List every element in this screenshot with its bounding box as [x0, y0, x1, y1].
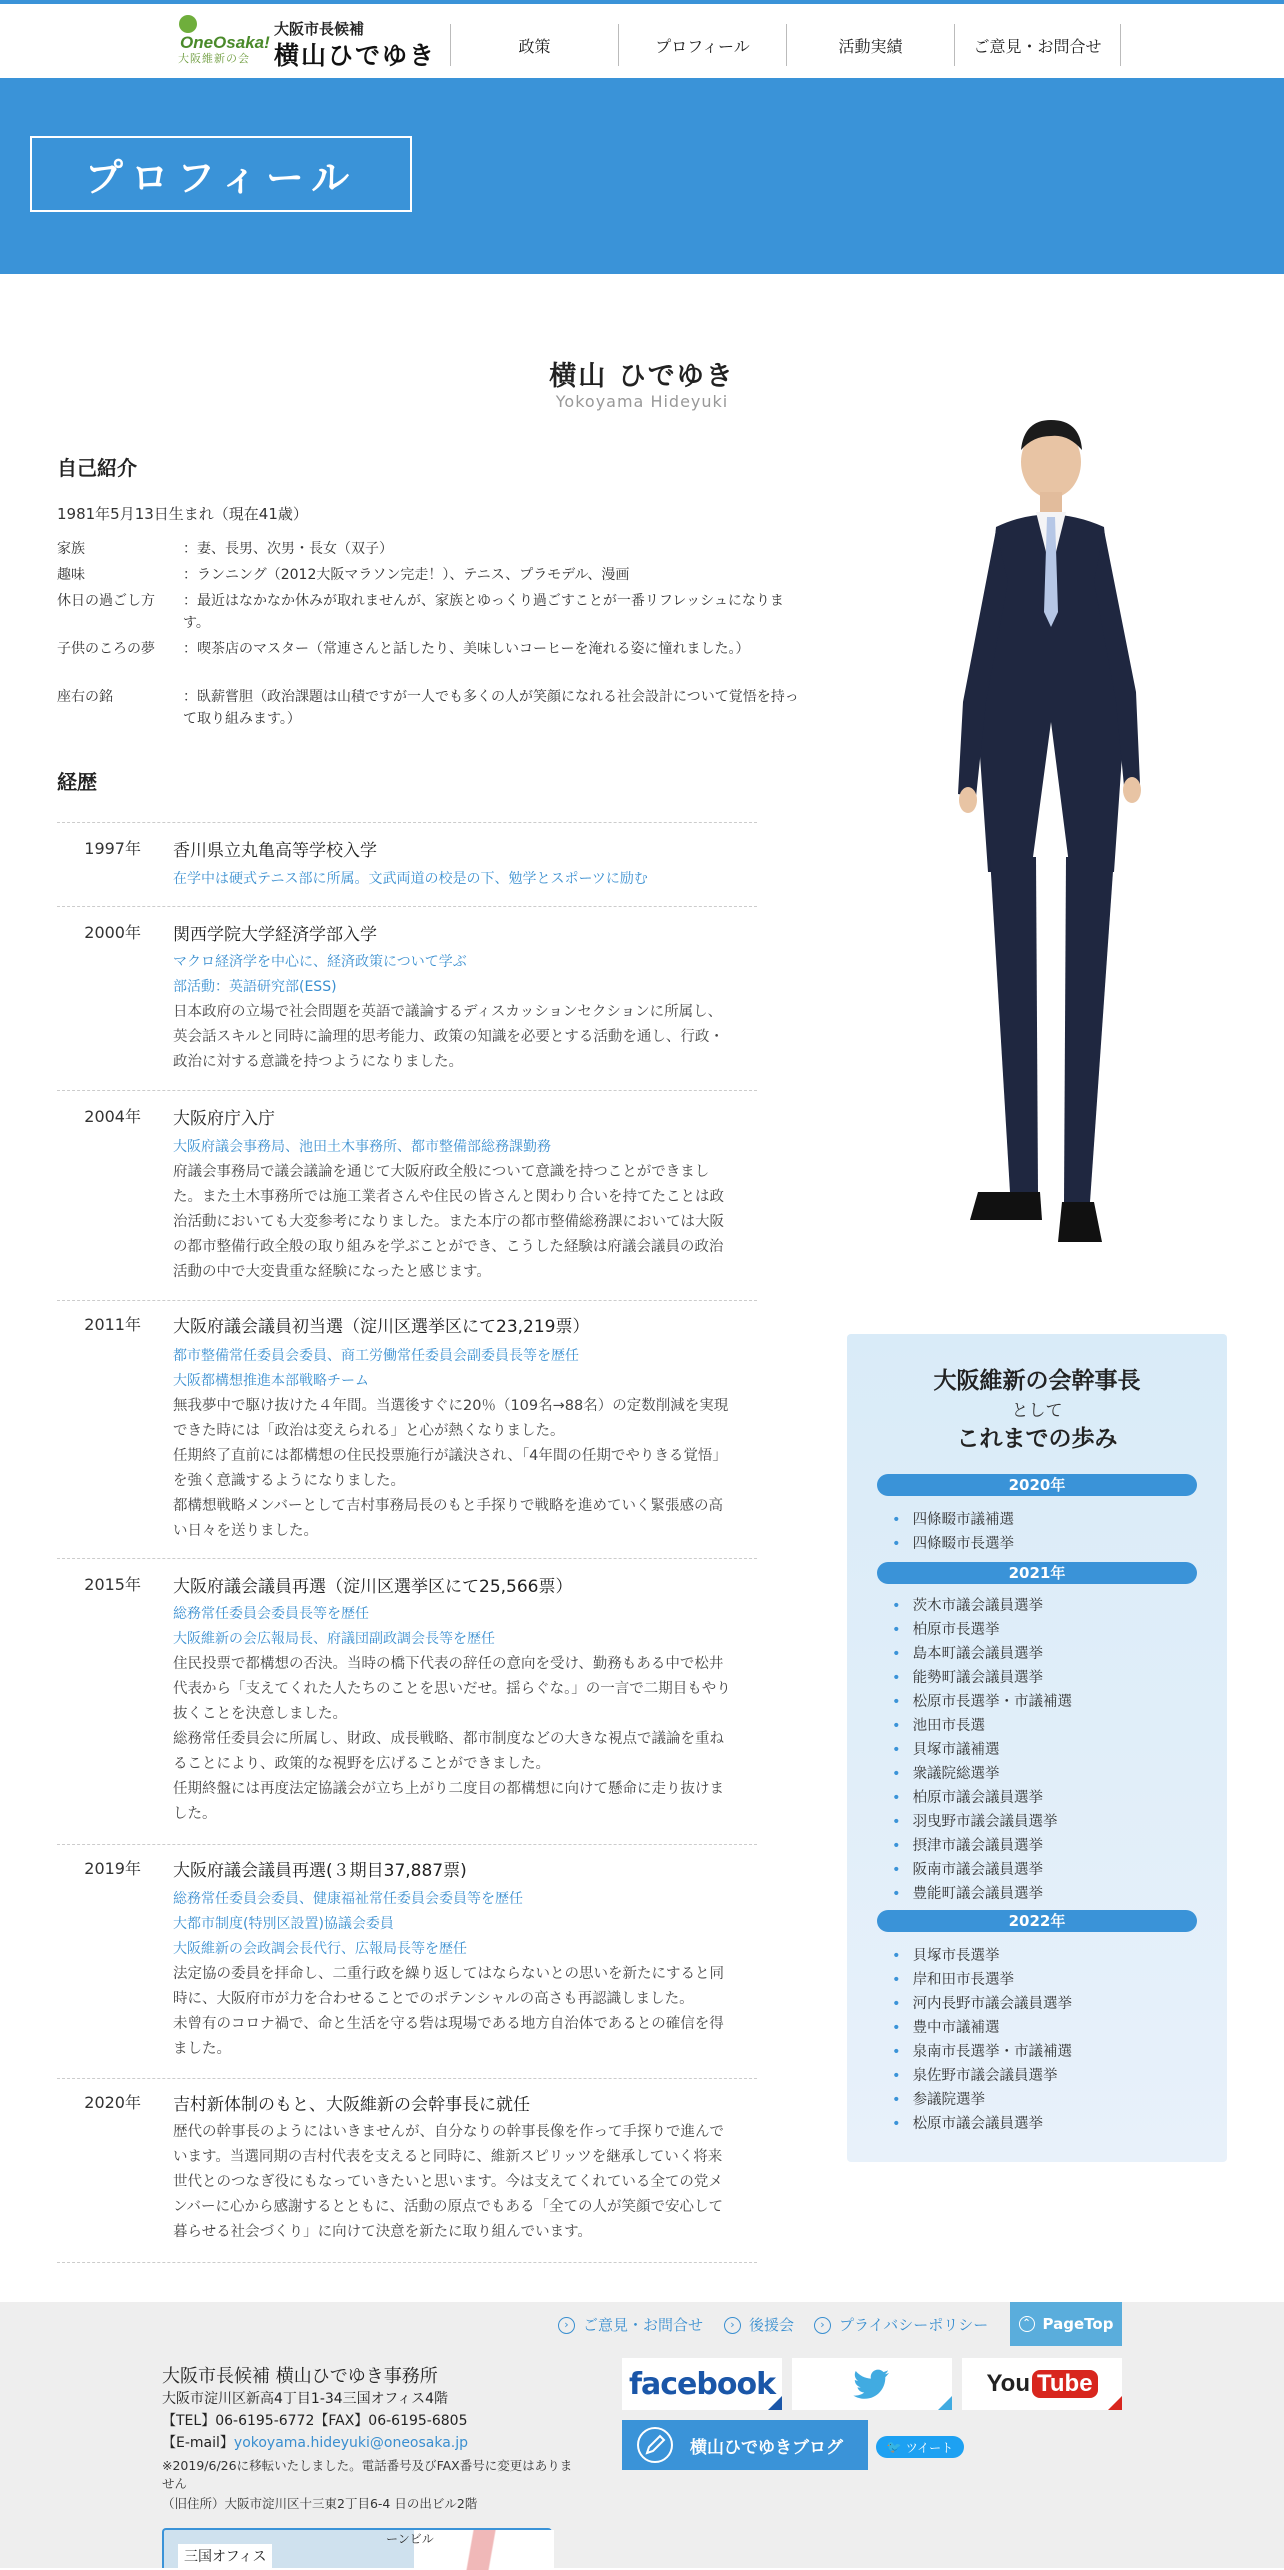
move-note-2: せん [162, 2476, 188, 2491]
election-item: • 泉佐野市議会議員選挙 [892, 2064, 1058, 2085]
blog-label: 横山ひでゆきブログ [690, 2437, 843, 2458]
career-highlight: 大都市制度(特別区設置)協議会委員 [173, 1916, 394, 1932]
election-item: • 貝塚市議補選 [892, 1738, 1000, 1759]
divider [57, 1558, 757, 1559]
election-item: • 岸和田市長選挙 [892, 1968, 1014, 1989]
career-title: 吉村新体制のもと、大阪維新の会幹事長に就任 [173, 2095, 530, 2115]
youtube-button[interactable] [962, 2358, 1122, 2410]
divider [57, 906, 757, 907]
profile-value: ：臥薪嘗胆（政治課題は山積ですが一人でも多くの人が笑顔になれる社会設計について覚悟を持って取り組みます。） [183, 689, 799, 727]
pagetop-label: PageTop [1042, 2315, 1114, 2333]
twitter-button[interactable] [792, 2358, 952, 2410]
career-year: 2015年 [84, 1575, 141, 1594]
career-year: 1997年 [84, 839, 141, 858]
year-pill: 2020年 [877, 1474, 1197, 1496]
map-nearby-label: ーンビル [386, 2532, 434, 2546]
profile-key: 座右の銘 [57, 689, 113, 705]
election-item: • 四條畷市議補選 [892, 1508, 1014, 1529]
office-map[interactable] [162, 2528, 552, 2568]
profile-value: ：妻、長男、次男・長女（双子） [183, 541, 393, 557]
career-year: 2004年 [84, 1107, 141, 1126]
career-title: 大阪府議会議員再選(３期目37,887票) [173, 1861, 467, 1881]
corner-mark [768, 2396, 782, 2410]
email-label: 【E-mail】 [162, 2435, 234, 2451]
blog-button[interactable] [622, 2420, 868, 2470]
career-description: 歴代の幹事長のようにはいきませんが、自分なりの幹事長像を作って手探りで進んでいます。当選同期の吉村代表を支えると同時に、維新スピリッツを継承していく将来世代とのつなぎ役にもなっていきたいと思います。今は支えてくれている全ての党メンバーに心から感謝するとともに、活動の原点でもある「全ての人が笑顔で安心して暮らせる社会づくり」に向けて決意を新たに取り組んでいます。 [173, 2124, 724, 2240]
election-item: • 松原市長選挙・市議補選 [892, 1690, 1072, 1711]
divider [57, 1090, 757, 1091]
career-highlight: 大阪維新の会広報局長、府議団副政調会長等を歴任 [173, 1631, 495, 1647]
candidate-photo [918, 402, 1168, 1262]
election-item: • 摂津市議会議員選挙 [892, 1834, 1043, 1855]
chevron-right-icon: › [558, 2317, 575, 2334]
career-title: 香川県立丸亀高等学校入学 [173, 841, 377, 861]
election-item: • 島本町議会議員選挙 [892, 1642, 1043, 1663]
career-description: 住民投票で都構想の否決。当時の橋下代表の辞任の意向を受け、勤務もある中で松井代表から「支えてくれた人たちのことを思いだせ。揺らぐな。」の一言で二期目もやり抜くことを決意しました。 総務常任委員会に所属し、財政、成長戦略、都市制度などの大きな視点で議論を重ねることにより、政策的な視野を広げることができました。 任期終盤には再度法定協議会が立ち上がり二度目の都構想に向けて懸命に走り抜けました。 [173, 1656, 731, 1822]
career-title: 大阪府議会議員再選（淀川区選挙区にて25,566票） [173, 1577, 573, 1597]
career-title: 大阪府議会議員初当選（淀川区選挙区にて23,219票） [173, 1317, 590, 1337]
chevron-right-icon: › [814, 2317, 831, 2334]
divider [57, 2262, 757, 2263]
tweet-label: ツイート [905, 2440, 954, 2455]
election-item: • 池田市長選 [892, 1714, 985, 1735]
top-accent-line [0, 0, 1284, 4]
email-link[interactable]: yokoyama.hideyuki@oneosaka.jp [233, 2435, 469, 2451]
candidate-name: 横山ひでゆき [274, 41, 437, 70]
career-highlight: 総務常任委員会委員長等を歴任 [173, 1606, 369, 1622]
office-name: 大阪市長候補 横山ひでゆき事務所 [162, 2366, 438, 2387]
office-phone: 【TEL】06-6195-6772【FAX】06-6195-6805 [162, 2413, 468, 2429]
election-item: • 豊中市議補選 [892, 2016, 1000, 2037]
twitter-bird-icon [854, 2369, 890, 2399]
logo-subtitle: 大阪維新の会 [178, 52, 250, 65]
career-description: 日本政府の立場で社会問題を英語で議論するディスカッションセクションに所属し、英会話スキルと同時に論理的思考能力、政策の知識を必要とする活動を通し、行政・政治に対する意識を持つようになりました。 [173, 1004, 724, 1070]
profile-key: 趣味 [57, 567, 85, 583]
career-description: 府議会事務局で議会議論を通じて大阪府政全般について意識を持つことができました。また土木事務所では施工業者さんや住民の皆さんと関わり合いを持てたことは政治活動においても大変参考になりました。また本庁の都市整備総務課においては大阪の都市整備行政全般の取り組みを学ぶことができ、こうした経験は府議会議員の政治活動の中で大変貴重な経験になったと感じます。 [173, 1164, 724, 1280]
person-name-romaji: Yokoyama Hideyuki [555, 392, 729, 411]
career-highlight: 部活動：英語研究部(ESS) [173, 979, 337, 995]
office-email-row [162, 2432, 468, 2452]
chevron-up-icon: ⌃ [1019, 2316, 1035, 2332]
career-highlight: 大阪都構想推進本部戦略チーム [173, 1373, 369, 1389]
tweet-button[interactable] [876, 2436, 964, 2458]
footer-link-privacy[interactable] [814, 2314, 988, 2335]
youtube-logo-tube: Tube [1032, 2370, 1098, 2398]
map-road [414, 2530, 554, 2570]
footer-link-label: ご意見・お問合せ [583, 2316, 704, 2334]
career-highlight: 大阪維新の会政調会長代行、広報局長等を歴任 [173, 1941, 467, 1957]
panel-subtitle: として [1011, 1401, 1063, 1421]
year-pill: 2022年 [877, 1910, 1197, 1932]
panel-title: 大阪維新の会幹事長 [933, 1368, 1141, 1394]
career-title: 大阪府庁入庁 [173, 1109, 275, 1129]
election-item: • 豊能町議会議員選挙 [892, 1882, 1043, 1903]
election-item: • 茨木市議会議員選挙 [892, 1594, 1043, 1615]
election-item: • 能勢町議会議員選挙 [892, 1666, 1043, 1687]
career-description: 無我夢中で駆け抜けた４年間。当選後すぐに20％（109名→88名）の定数削減を実現できた時には「政治は変えられる」と心が熱くなりました。 任期終了直前には都構想の住民投票施行が議決され、「4年間の任期でやりきる覚悟」を強く意識するようになりました。 都構想戦略メンバーとして吉村事務局長のもと手探りで戦略を進めていく緊張感の高い日々を送りました。 [173, 1398, 729, 1539]
career-highlight: 都市整備常任委員会委員、商工労働常任委員会副委員長等を歴任 [173, 1348, 579, 1364]
office-address: 大阪市淀川区新高4丁目1-34三国オフィス4階 [162, 2391, 449, 2407]
election-item: • 柏原市議会議員選挙 [892, 1786, 1043, 1807]
nav-activities[interactable]: 活動実績 [786, 24, 954, 66]
old-address: （旧住所）大阪市淀川区十三東2丁目6-4 日の出ビル2階 [162, 2496, 478, 2511]
career-highlight: 大阪府議会事務局、池田土木事務所、都市整備部総務課勤務 [173, 1139, 551, 1155]
pagetop-button[interactable] [1010, 2302, 1122, 2346]
pencil-icon [636, 2426, 680, 2464]
election-item: • 羽曳野市議会議員選挙 [892, 1810, 1058, 1831]
election-item: • 参議院選挙 [892, 2088, 985, 2109]
election-item: • 貝塚市長選挙 [892, 1944, 1000, 1965]
year-pill: 2021年 [877, 1562, 1197, 1584]
profile-key: 家族 [57, 541, 85, 557]
footer-link-label: プライバシーポリシー [839, 2316, 989, 2334]
divider [57, 2078, 757, 2079]
nav-policy[interactable]: 政策 [450, 24, 618, 66]
election-item: • 阪南市議会議員選挙 [892, 1858, 1043, 1879]
election-item: • 四條畷市長選挙 [892, 1532, 1014, 1553]
career-highlight: 在学中は硬式テニス部に所属。文武両道の校是の下、勉学とスポーツに励む [173, 871, 648, 887]
election-item: • 河内長野市議会議員選挙 [892, 1992, 1072, 2013]
election-item: • 松原市議会議員選挙 [892, 2112, 1043, 2133]
election-item: • 泉南市長選挙・市議補選 [892, 2040, 1072, 2061]
divider [57, 822, 757, 823]
move-note: ※2019/6/26に移転いたしました。電話番号及びFAX番号に変更はありま [162, 2458, 573, 2473]
map-office-label: 三国オフィス [178, 2544, 272, 2568]
career-highlight: マクロ経済学を中心に、経済政策について学ぶ [173, 954, 467, 970]
career-year: 2020年 [84, 2093, 141, 2112]
nav-divider [1120, 24, 1121, 66]
nav-contact[interactable]: ご意見・お問合せ [954, 24, 1120, 66]
profile-key: 休日の過ごし方 [57, 593, 155, 609]
logo-text: OneOsaka! [180, 33, 270, 52]
divider [57, 1844, 757, 1845]
facebook-logo: facebook [628, 2366, 776, 2402]
intro-heading: 自己紹介 [57, 456, 137, 480]
profile-value: ：喫茶店のマスター（常連さんと話したり、美味しいコーヒーを淹れる姿に憧れました。） [183, 641, 750, 657]
birth-date: 1981年5月13日生まれ（現在41歳） [57, 505, 308, 523]
candidate-subtitle: 大阪市長候補 [274, 20, 365, 38]
corner-mark [1108, 2396, 1122, 2410]
twitter-small-icon: 🐦 [886, 2440, 902, 2454]
profile-value: ：ランニング（2012大阪マラソン完走！）、テニス、プラモデル、漫画 [183, 567, 630, 583]
election-item: • 柏原市長選挙 [892, 1618, 1000, 1639]
footer-link-supporters[interactable] [724, 2314, 794, 2335]
corner-mark [938, 2396, 952, 2410]
career-description: 法定協の委員を拝命し、二重行政を繰り返してはならないとの思いを新たにすると同時に、大阪府市が力を合わせることでのポテンシャルの高さも再認識しました。 未曾有のコロナ禍で、命と生活を守る砦は現場である地方自治体であるとの確信を得ました。 [173, 1966, 724, 2057]
profile-key: 子供のころの夢 [57, 641, 155, 657]
profile-value: ：最近はなかなか休みが取れませんが、家族とゆっくり過ごすことが一番リフレッシュになります。 [183, 593, 784, 631]
career-highlight: 総務常任委員会委員、健康福祉常任委員会委員等を歴任 [173, 1891, 523, 1907]
divider [57, 1300, 757, 1301]
facebook-button[interactable] [622, 2358, 782, 2410]
footer-link-label: 後援会 [749, 2316, 795, 2334]
footer-link-contact[interactable] [558, 2314, 703, 2335]
panel-title-2: これまでの歩み [956, 1426, 1118, 1452]
youtube-logo-you: You [986, 2370, 1030, 2397]
career-heading: 経歴 [57, 770, 97, 794]
career-year: 2011年 [84, 1315, 141, 1334]
election-item: • 衆議院総選挙 [892, 1762, 1000, 1783]
page-title: プロフィール [30, 136, 412, 212]
career-title: 関西学院大学経済学部入学 [173, 925, 377, 945]
career-year: 2000年 [84, 923, 141, 942]
nav-profile[interactable]: プロフィール [618, 24, 786, 66]
person-name: 横山 ひでゆき [549, 361, 735, 392]
career-year: 2019年 [84, 1859, 141, 1878]
chevron-right-icon: › [724, 2317, 741, 2334]
